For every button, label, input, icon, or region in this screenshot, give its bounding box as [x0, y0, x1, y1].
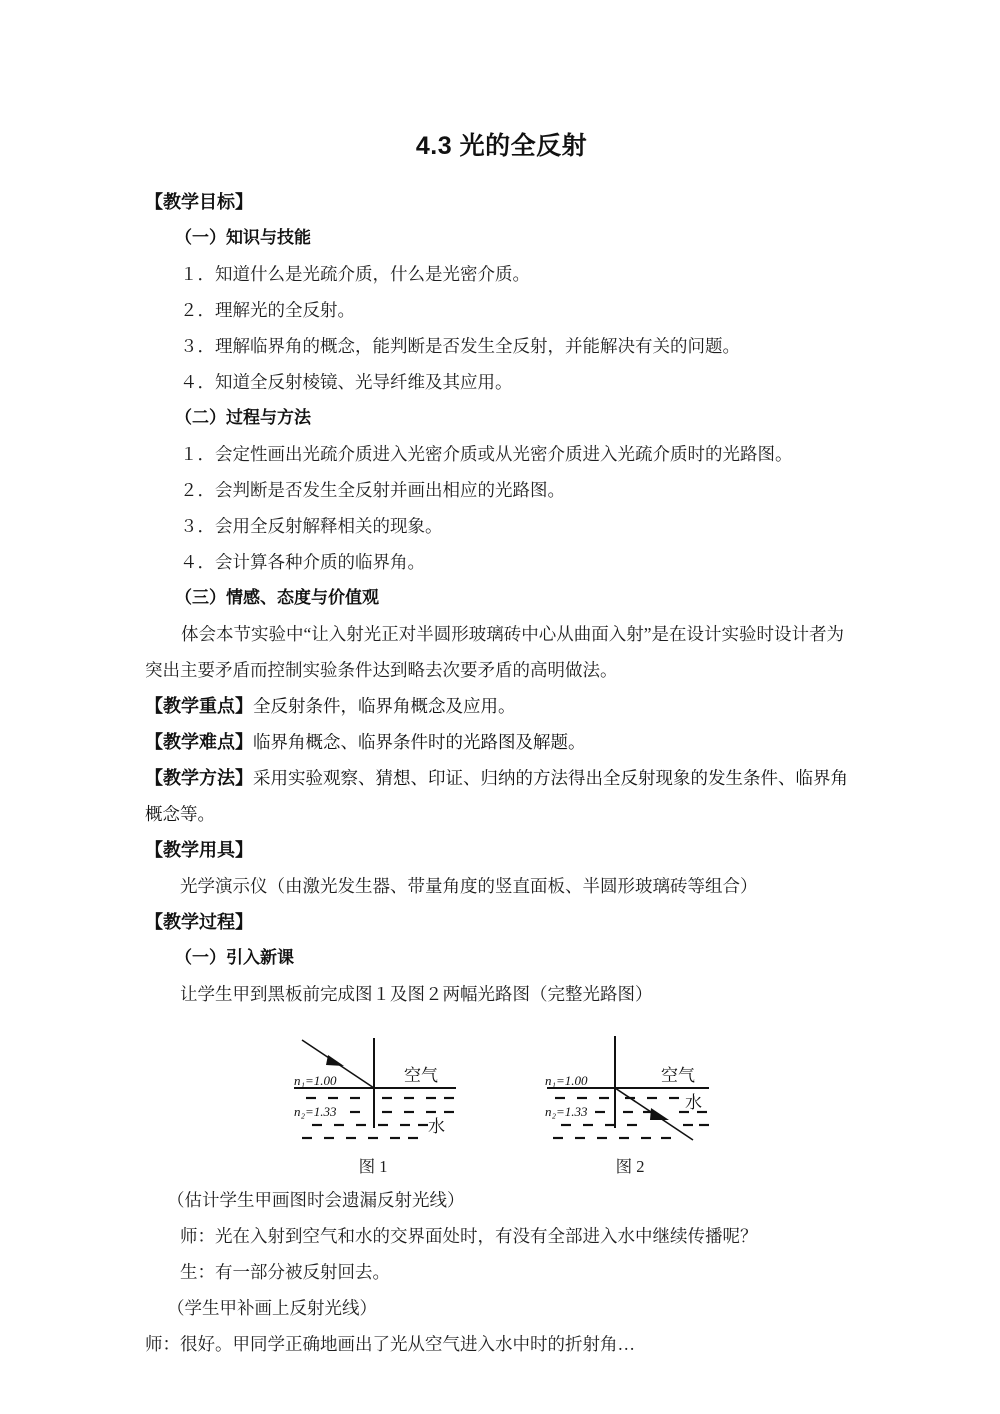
figure-2	[533, 1028, 728, 1146]
section-difficult-point-text: 临界角概念、临界条件时的光路图及解题。	[253, 732, 586, 752]
section-heading-process: 【教学过程】	[145, 912, 253, 932]
section-key-point-label: 【教学重点】	[145, 696, 253, 716]
dialogue-teacher-1: 师：光在入射到空气和水的交界面处时，有没有全部进入水中继续传播呢？	[180, 1226, 758, 1246]
figure-2-caption: 图 2	[615, 1157, 645, 1176]
note-added-reflected-ray: （学生甲补画上反射光线）	[167, 1298, 377, 1318]
page-title: 4.3 光的全反射	[415, 132, 588, 160]
section-heading-tools: 【教学用具】	[145, 840, 253, 860]
section-difficult-point	[145, 724, 858, 760]
section-method-label: 【教学方法】	[145, 768, 253, 788]
list-item: ２．会判断是否发生全反射并画出相应的光路图。	[180, 480, 565, 500]
ray-arrowhead-icon	[650, 1108, 669, 1120]
paragraph-instruction: 让学生甲到黑板前完成图１及图２两幅光路图（完整光路图）	[180, 984, 653, 1004]
list-item: ４．会计算各种介质的临界角。	[180, 552, 425, 572]
list-item: ２．理解光的全反射。	[180, 300, 355, 320]
figure-2-air-label: 空气	[660, 1066, 695, 1085]
ray-arrowhead-icon	[326, 1055, 344, 1066]
subheading-process-method: （二）过程与方法	[175, 408, 311, 427]
dialogue-student-1: 生：有一部分被反射回去。	[180, 1262, 390, 1282]
list-item: １．知道什么是光疏介质，什么是光密介质。	[180, 264, 530, 284]
figure-2-water-label: 水	[684, 1093, 702, 1112]
figure-1-n2-label: n₂=1.33	[293, 1104, 337, 1119]
figure-group	[145, 1028, 858, 1146]
figure-1-air-label: 空气	[403, 1066, 438, 1085]
figure-1-n1-label: n₁=1.00	[293, 1073, 337, 1088]
section-method	[145, 760, 858, 832]
list-item: ３．会用全反射解释相关的现象。	[180, 516, 443, 536]
figure-1-water-label: 水	[427, 1117, 445, 1136]
figure-2-n1-label: n₁=1.00	[544, 1073, 588, 1088]
figure-1-diagram	[276, 1028, 471, 1146]
list-item: ４．知道全反射棱镜、光导纤维及其应用。	[180, 372, 513, 392]
figure-captions	[145, 1146, 858, 1182]
subheading-introduce-lesson: （一）引入新课	[175, 948, 294, 967]
subheading-knowledge-skills: （一）知识与技能	[175, 228, 311, 247]
section-method-text: 采用实验观察、猜想、印证、归纳的方法得出全反射现象的发生条件、临界角概念等。	[145, 768, 848, 824]
dialogue-teacher-2: 师：很好。甲同学正确地画出了光从空气进入水中时的折射角…	[145, 1334, 635, 1354]
subheading-emotion-attitude-values: （三）情感、态度与价值观	[175, 588, 379, 607]
figure-2-n2-label: n₂=1.33	[544, 1104, 588, 1119]
paragraph-emotion-attitude: 体会本节实验中“让入射光正对半圆形玻璃砖中心从曲面入射”是在设计实验时设计者为突出主要矛盾而控制实验条件达到略去次要矛盾的高明做法。	[145, 624, 845, 680]
figure-2-diagram	[533, 1028, 728, 1146]
section-key-point-text: 全反射条件，临界角概念及应用。	[253, 696, 516, 716]
figure-1-caption: 图 1	[358, 1157, 388, 1176]
paragraph-tools: 光学演示仪（由激光发生器、带量角度的竖直面板、半圆形玻璃砖等组合）	[180, 876, 758, 896]
note-missing-reflected-ray: （估计学生甲画图时会遗漏反射光线）	[167, 1190, 465, 1210]
list-item: ３．理解临界角的概念，能判断是否发生全反射，并能解决有关的问题。	[180, 336, 740, 356]
section-difficult-point-label: 【教学难点】	[145, 732, 253, 752]
section-heading-objectives: 【教学目标】	[145, 192, 253, 212]
section-key-point	[145, 688, 858, 724]
list-item: １．会定性画出光疏介质进入光密介质或从光密介质进入光疏介质时的光路图。	[180, 444, 793, 464]
figure-1	[276, 1028, 471, 1146]
